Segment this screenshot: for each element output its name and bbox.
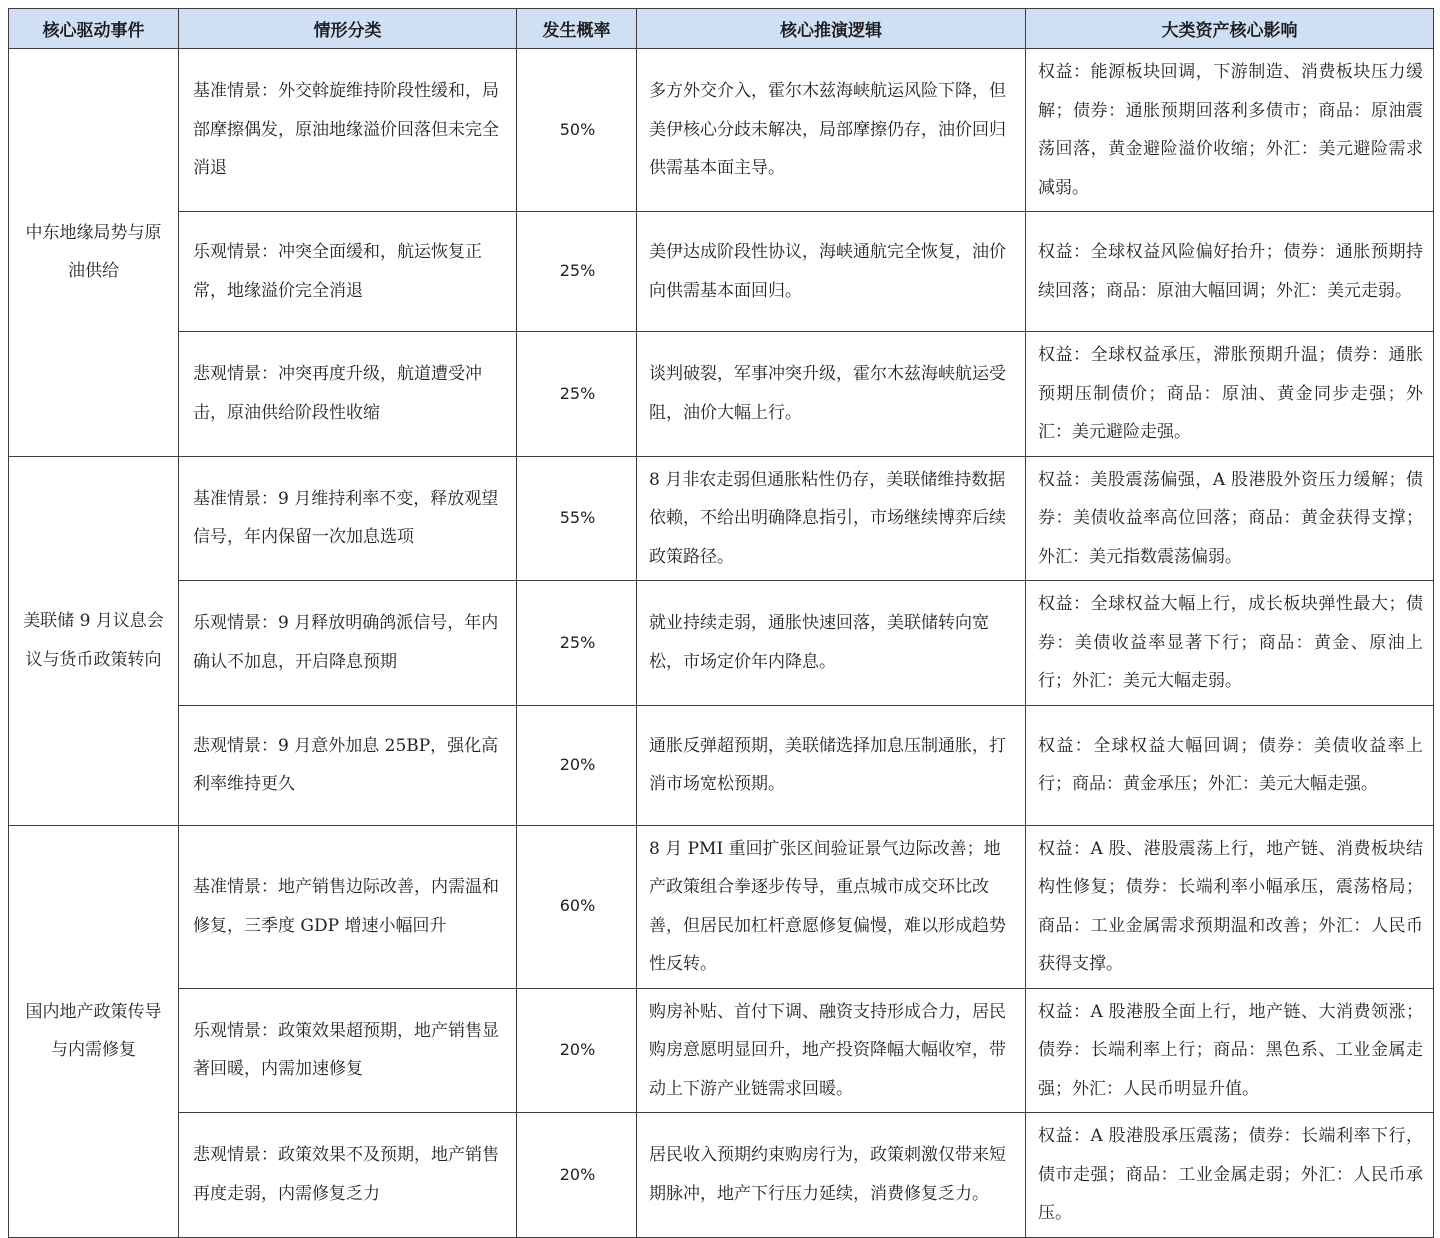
probability-cell: 25%: [517, 212, 637, 332]
impact-cell: 权益：全球权益风险偏好抬升；债券：通胀预期持续回落；商品：原油大幅回调；外汇：美元走弱。: [1026, 212, 1434, 332]
probability-cell: 60%: [517, 825, 637, 988]
probability-cell: 20%: [517, 988, 637, 1113]
scenario-cell: 乐观情景：9 月释放明确鸽派信号，年内确认不加息，开启降息预期: [179, 581, 517, 706]
impact-cell: 权益：美股震荡偏强，A 股港股外资压力缓解；债券：美债收益率高位回落；商品：黄金获得支撑；外汇：美元指数震荡偏弱。: [1026, 456, 1434, 581]
logic-cell: 居民收入预期约束购房行为，政策刺激仅带来短期脉冲，地产下行压力延续，消费修复乏力。: [637, 1113, 1026, 1238]
scenario-cell: 乐观情景：冲突全面缓和，航运恢复正常，地缘溢价完全消退: [179, 212, 517, 332]
impact-cell: 权益：能源板块回调，下游制造、消费板块压力缓解；债券：通胀预期回落利多债市；商品：原油震荡回落，黄金避险溢价收缩；外汇：美元避险需求减弱。: [1026, 49, 1434, 212]
header-asset-impact: 大类资产核心影响: [1026, 9, 1434, 49]
scenario-cell: 基准情景：地产销售边际改善，内需温和修复，三季度 GDP 增速小幅回升: [179, 825, 517, 988]
table-row: [9, 988, 1434, 1113]
table-row: [9, 332, 1434, 457]
header-probability: 发生概率: [517, 9, 637, 49]
impact-cell: 权益：A 股港股承压震荡；债券：长端利率下行，债市走强；商品：工业金属走弱；外汇：人民币承压。: [1026, 1113, 1434, 1238]
probability-cell: 25%: [517, 332, 637, 457]
logic-cell: 谈判破裂，军事冲突升级，霍尔木兹海峡航运受阻，油价大幅上行。: [637, 332, 1026, 457]
table-row: [9, 705, 1434, 825]
logic-cell: 8 月非农走弱但通胀粘性仍存，美联储维持数据依赖，不给出明确降息指引，市场继续博弈后续政策路径。: [637, 456, 1026, 581]
scenario-cell: 乐观情景：政策效果超预期，地产销售显著回暖，内需加速修复: [179, 988, 517, 1113]
driver-event-cell: 中东地缘局势与原油供给: [9, 49, 179, 457]
impact-cell: 权益：A 股、港股震荡上行，地产链、消费板块结构性修复；债券：长端利率小幅承压，震荡格局；商品：工业金属需求预期温和改善；外汇：人民币获得支撑。: [1026, 825, 1434, 988]
probability-cell: 50%: [517, 49, 637, 212]
scenario-cell: 基准情景：9 月维持利率不变，释放观望信号，年内保留一次加息选项: [179, 456, 517, 581]
probability-cell: 55%: [517, 456, 637, 581]
table-row: [9, 456, 1434, 581]
logic-cell: 就业持续走弱，通胀快速回落，美联储转向宽松，市场定价年内降息。: [637, 581, 1026, 706]
table-row: [9, 825, 1434, 988]
scenario-cell: 悲观情景：政策效果不及预期，地产销售再度走弱，内需修复乏力: [179, 1113, 517, 1238]
scenario-cell: 悲观情景：9 月意外加息 25BP，强化高利率维持更久: [179, 705, 517, 825]
driver-event-cell: 国内地产政策传导与内需修复: [9, 825, 179, 1237]
scenario-cell: 基准情景：外交斡旋维持阶段性缓和，局部摩擦偶发，原油地缘溢价回落但未完全消退: [179, 49, 517, 212]
impact-cell: 权益：全球权益大幅回调；债券：美债收益率上行；商品：黄金承压；外汇：美元大幅走强。: [1026, 705, 1434, 825]
probability-cell: 25%: [517, 581, 637, 706]
table-row: [9, 581, 1434, 706]
header-scenario: 情形分类: [179, 9, 517, 49]
impact-cell: 权益：A 股港股全面上行，地产链、大消费领涨；债券：长端利率上行；商品：黑色系、工业金属走强；外汇：人民币明显升值。: [1026, 988, 1434, 1113]
logic-cell: 美伊达成阶段性协议，海峡通航完全恢复，油价向供需基本面回归。: [637, 212, 1026, 332]
logic-cell: 通胀反弹超预期，美联储选择加息压制通胀，打消市场宽松预期。: [637, 705, 1026, 825]
scenario-cell: 悲观情景：冲突再度升级，航道遭受冲击，原油供给阶段性收缩: [179, 332, 517, 457]
table-row: [9, 1113, 1434, 1238]
logic-cell: 多方外交介入，霍尔木兹海峡航运风险下降，但美伊核心分歧未解决，局部摩擦仍存，油价回归供需基本面主导。: [637, 49, 1026, 212]
impact-cell: 权益：全球权益大幅上行，成长板块弹性最大；债券：美债收益率显著下行；商品：黄金、原油上行；外汇：美元大幅走弱。: [1026, 581, 1434, 706]
logic-cell: 购房补贴、首付下调、融资支持形成合力，居民购房意愿明显回升，地产投资降幅大幅收窄，带动上下游产业链需求回暖。: [637, 988, 1026, 1113]
driver-event-cell: 美联储 9 月议息会议与货币政策转向: [9, 456, 179, 825]
scenario-analysis-table: [8, 8, 1434, 1238]
impact-cell: 权益：全球权益承压，滞胀预期升温；债券：通胀预期压制债价；商品：原油、黄金同步走强；外汇：美元避险走强。: [1026, 332, 1434, 457]
logic-cell: 8 月 PMI 重回扩张区间验证景气边际改善；地产政策组合拳逐步传导，重点城市成交环比改善，但居民加杠杆意愿修复偏慢，难以形成趋势性反转。: [637, 825, 1026, 988]
header-driver-event: 核心驱动事件: [9, 9, 179, 49]
header-logic: 核心推演逻辑: [637, 9, 1026, 49]
header-row: [9, 9, 1434, 49]
probability-cell: 20%: [517, 1113, 637, 1238]
table-row: [9, 49, 1434, 212]
probability-cell: 20%: [517, 705, 637, 825]
table-row: [9, 212, 1434, 332]
